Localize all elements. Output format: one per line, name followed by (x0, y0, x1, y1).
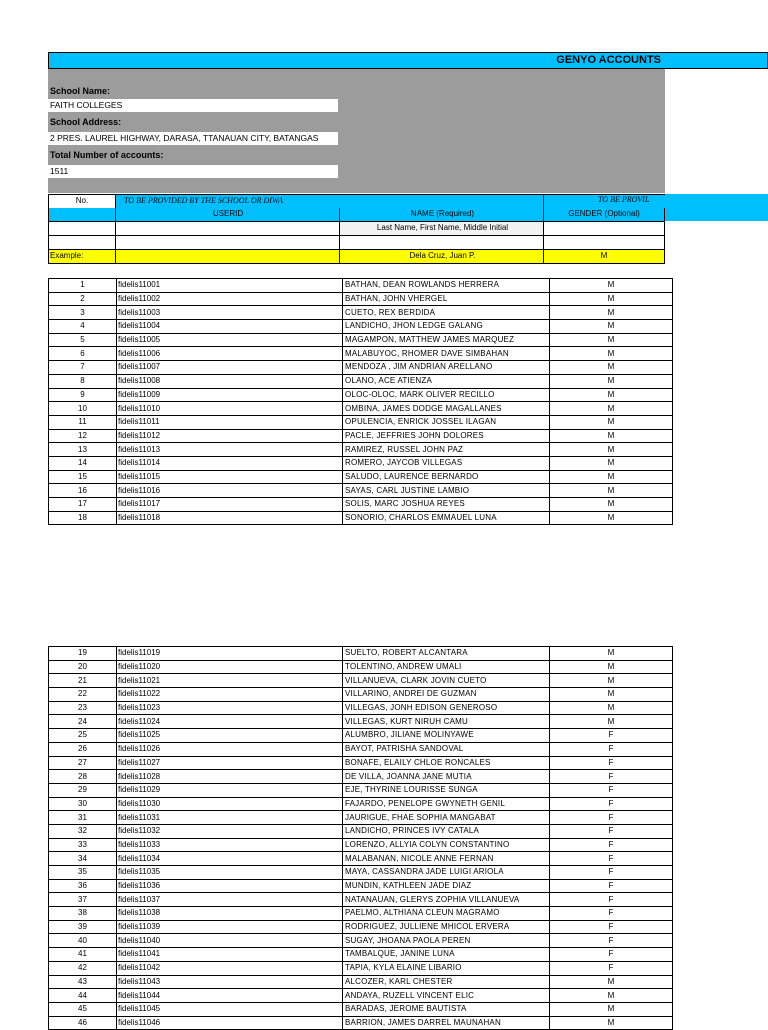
school-address-label: School Address: (50, 117, 122, 127)
row-number[interactable]: 38 (49, 907, 117, 921)
gender-cell[interactable]: M (550, 484, 673, 498)
gender-cell[interactable]: M (550, 1016, 673, 1030)
row-number[interactable]: 1 (49, 279, 117, 293)
row-number[interactable]: 7 (49, 361, 117, 375)
name-cell[interactable]: DE VILLA, JOANNA JANE MUTIA (343, 770, 550, 784)
userid-cell[interactable]: fidelis11028 (117, 770, 343, 784)
row-number[interactable]: 19 (49, 647, 117, 661)
name-cell[interactable]: MALABUYOC, RHOMER DAVE SIMBAHAN (343, 347, 550, 361)
row-number[interactable]: 25 (49, 729, 117, 743)
table-row (49, 429, 673, 443)
userid-cell[interactable]: fidelis11039 (117, 920, 343, 934)
row-number[interactable]: 16 (49, 484, 117, 498)
table-row (49, 484, 673, 498)
name-cell[interactable]: MAYA, CASSANDRA JADE LUIGI ARIOLA (343, 866, 550, 880)
gender-cell[interactable]: F (550, 948, 673, 962)
gender-cell[interactable]: F (550, 742, 673, 756)
gender-cell[interactable]: M (550, 279, 673, 293)
userid-cell[interactable]: fidelis11016 (117, 484, 343, 498)
school-name-value[interactable]: FAITH COLLEGES (48, 99, 338, 112)
table-row (49, 388, 673, 402)
name-cell[interactable]: BAYOT, PATRISHA SANDOVAL (343, 742, 550, 756)
row-number[interactable]: 11 (49, 415, 117, 429)
name-cell[interactable]: OMBINA, JAMES DODGE MAGALLANES (343, 402, 550, 416)
row-number[interactable]: 32 (49, 824, 117, 838)
table-row (49, 838, 673, 852)
table-row (49, 402, 673, 416)
name-cell[interactable]: TAPIA, KYLA ELAINE LIBARIO (343, 961, 550, 975)
name-cell[interactable]: MALABANAN, NICOLE ANNE FERNAN (343, 852, 550, 866)
gender-cell[interactable]: M (550, 511, 673, 525)
table-row (49, 1016, 673, 1030)
gender-cell[interactable]: F (550, 879, 673, 893)
gender-cell[interactable]: F (550, 783, 673, 797)
userid-cell[interactable]: fidelis11001 (117, 279, 343, 293)
name-cell[interactable]: VILLARINO, ANDREI DE GUZMAN (343, 688, 550, 702)
blank-cell (115, 236, 339, 249)
table-row (49, 306, 673, 320)
row-number[interactable]: 41 (49, 948, 117, 962)
userid-cell[interactable]: fidelis11008 (117, 374, 343, 388)
name-cell[interactable]: BATHAN, JOHN VHERGEL (343, 292, 550, 306)
table-row (49, 866, 673, 880)
example-gender: M (543, 250, 665, 263)
header-format-gender (543, 222, 665, 235)
header-format-userid (115, 222, 339, 235)
gender-cell[interactable]: M (550, 388, 673, 402)
gender-cell[interactable]: M (550, 647, 673, 661)
header-gender: GENDER (Optional) (543, 208, 665, 221)
blank-cell (48, 236, 115, 249)
userid-cell[interactable]: fidelis11014 (117, 456, 343, 470)
gender-cell[interactable]: M (550, 989, 673, 1003)
table-row (49, 879, 673, 893)
gender-cell[interactable]: F (550, 729, 673, 743)
table-row (49, 292, 673, 306)
userid-cell[interactable]: fidelis11023 (117, 701, 343, 715)
table-row (49, 742, 673, 756)
table-row (49, 443, 673, 457)
row-number[interactable]: 29 (49, 783, 117, 797)
userid-cell[interactable]: fidelis11002 (117, 292, 343, 306)
name-cell[interactable]: LORENZO, ALLYIA COLYN CONSTANTINO (343, 838, 550, 852)
name-cell[interactable]: PACLE, JEFFRIES JOHN DOLORES (343, 429, 550, 443)
gender-cell[interactable]: F (550, 811, 673, 825)
header-no-blank (48, 208, 115, 221)
gender-cell[interactable]: M (550, 975, 673, 989)
gender-cell[interactable]: F (550, 893, 673, 907)
name-cell[interactable]: BATHAN, DEAN ROWLANDS HERRERA (343, 279, 550, 293)
header-right-blue (665, 194, 768, 221)
name-cell[interactable]: ALCOZER, KARL CHESTER (343, 975, 550, 989)
name-cell[interactable]: ANDAYA, RUZELL VINCENT ELIC (343, 989, 550, 1003)
header-userid: USERID (115, 208, 339, 221)
row-number[interactable]: 15 (49, 470, 117, 484)
gender-cell[interactable]: M (550, 361, 673, 375)
header-row-columns (48, 208, 665, 222)
table-row (49, 374, 673, 388)
row-number[interactable]: 27 (49, 756, 117, 770)
userid-cell[interactable]: fidelis11032 (117, 824, 343, 838)
table-row (49, 347, 673, 361)
name-cell[interactable]: SAYAS, CARL JUSTINE LAMBIO (343, 484, 550, 498)
header-no: No. (48, 195, 115, 208)
userid-cell[interactable]: fidelis11007 (117, 361, 343, 375)
header-row-provided (48, 194, 665, 209)
table-row (49, 893, 673, 907)
table-row (49, 989, 673, 1003)
row-number[interactable]: 8 (49, 374, 117, 388)
row-number[interactable]: 39 (49, 920, 117, 934)
name-cell[interactable]: TAMBALQUE, JANINE LUNA (343, 948, 550, 962)
gender-cell[interactable]: M (550, 415, 673, 429)
school-address-value[interactable]: 2 PRES. LAUREL HIGHWAY, DARASA, TTANAUAN CITY, BATANGAS (48, 132, 338, 145)
userid-cell[interactable]: fidelis11033 (117, 838, 343, 852)
userid-cell[interactable]: fidelis11010 (117, 402, 343, 416)
gender-cell[interactable]: M (550, 320, 673, 334)
gender-cell[interactable]: F (550, 920, 673, 934)
name-cell[interactable]: JAURIGUE, FHAE SOPHIA MANGABAT (343, 811, 550, 825)
gender-cell[interactable]: M (550, 443, 673, 457)
row-number[interactable]: 5 (49, 333, 117, 347)
userid-cell[interactable]: fidelis11042 (117, 961, 343, 975)
gender-cell[interactable]: M (550, 688, 673, 702)
userid-cell[interactable]: fidelis11011 (117, 415, 343, 429)
table-row (49, 647, 673, 661)
userid-cell[interactable]: fidelis11031 (117, 811, 343, 825)
userid-cell[interactable]: fidelis11004 (117, 320, 343, 334)
gender-cell[interactable]: M (550, 402, 673, 416)
table-row (49, 511, 673, 525)
userid-cell[interactable]: fidelis11045 (117, 1002, 343, 1016)
name-cell[interactable]: VILLEGAS, JONH EDISON GENEROSO (343, 701, 550, 715)
blank-row (48, 236, 665, 250)
accounts-table-2 (48, 646, 673, 1030)
row-number[interactable]: 2 (49, 292, 117, 306)
name-cell[interactable]: CUETO, REX BERDIDA (343, 306, 550, 320)
table-row (49, 333, 673, 347)
row-number[interactable]: 9 (49, 388, 117, 402)
row-number[interactable]: 30 (49, 797, 117, 811)
name-cell[interactable]: RODRIGUEZ, JULLIENE MHICOL ERVERA (343, 920, 550, 934)
gender-cell[interactable]: F (550, 770, 673, 784)
gender-cell[interactable]: M (550, 498, 673, 512)
name-cell[interactable]: OLOC-OLOC, MARK OLIVER RECILLO (343, 388, 550, 402)
gender-cell[interactable]: M (550, 347, 673, 361)
table-row (49, 498, 673, 512)
name-cell[interactable]: VILLEGAS, KURT NIRUH CAMU (343, 715, 550, 729)
total-accounts-label: Total Number of accounts: (50, 150, 164, 160)
table-row (49, 797, 673, 811)
userid-cell[interactable]: fidelis11003 (117, 306, 343, 320)
gender-cell[interactable]: M (550, 429, 673, 443)
name-cell[interactable]: BARADAS, JEROME BAUTISTA (343, 1002, 550, 1016)
userid-cell[interactable]: fidelis11034 (117, 852, 343, 866)
userid-cell[interactable]: fidelis11021 (117, 674, 343, 688)
table-row (49, 770, 673, 784)
header-provided-school: TO BE PROVIDED BY THE SCHOOL OR DIWA (115, 195, 543, 208)
row-number[interactable]: 33 (49, 838, 117, 852)
gender-cell[interactable]: M (550, 701, 673, 715)
userid-cell[interactable]: fidelis11005 (117, 333, 343, 347)
name-cell[interactable]: SOLIS, MARC JOSHUA REYES (343, 498, 550, 512)
total-accounts-value[interactable]: 1511 (48, 165, 338, 178)
row-number[interactable]: 4 (49, 320, 117, 334)
school-name-label: School Name: (50, 86, 111, 96)
gender-cell[interactable]: M (550, 306, 673, 320)
row-number[interactable]: 44 (49, 989, 117, 1003)
userid-cell[interactable]: fidelis11036 (117, 879, 343, 893)
gender-cell[interactable]: M (550, 674, 673, 688)
name-cell[interactable]: ALUMBRO, JILIANE MOLINYAWE (343, 729, 550, 743)
table-row (49, 783, 673, 797)
gender-cell[interactable]: M (550, 715, 673, 729)
row-number[interactable]: 23 (49, 701, 117, 715)
gender-cell[interactable]: M (550, 374, 673, 388)
userid-cell[interactable]: fidelis11041 (117, 948, 343, 962)
table-row (49, 824, 673, 838)
row-number[interactable]: 40 (49, 934, 117, 948)
gender-cell[interactable]: F (550, 934, 673, 948)
row-number[interactable]: 20 (49, 660, 117, 674)
header-name-format: Last Name, First Name, Middle Initial (339, 222, 543, 235)
row-number[interactable]: 21 (49, 674, 117, 688)
example-name: Dela Cruz, Juan P. (339, 250, 543, 263)
userid-cell[interactable]: fidelis11020 (117, 660, 343, 674)
row-number[interactable]: 36 (49, 879, 117, 893)
userid-cell[interactable]: fidelis11024 (117, 715, 343, 729)
table-row (49, 934, 673, 948)
accounts-table-1 (48, 278, 673, 525)
userid-cell[interactable]: fidelis11017 (117, 498, 343, 512)
gender-cell[interactable]: M (550, 333, 673, 347)
blank-cell (543, 236, 665, 249)
name-cell[interactable]: ROMERO, JAYCOB VILLEGAS (343, 456, 550, 470)
table-row (49, 279, 673, 293)
row-number[interactable]: 42 (49, 961, 117, 975)
userid-cell[interactable]: fidelis11030 (117, 797, 343, 811)
row-number[interactable]: 13 (49, 443, 117, 457)
userid-cell[interactable]: fidelis11040 (117, 934, 343, 948)
userid-cell[interactable]: fidelis11043 (117, 975, 343, 989)
userid-cell[interactable]: fidelis11022 (117, 688, 343, 702)
row-number[interactable]: 46 (49, 1016, 117, 1030)
gender-cell[interactable]: M (550, 456, 673, 470)
table-row (49, 729, 673, 743)
row-number[interactable]: 10 (49, 402, 117, 416)
name-cell[interactable]: VILLANUEVA, CLARK JOVIN CUETO (343, 674, 550, 688)
table-row (49, 1002, 673, 1016)
gender-cell[interactable]: F (550, 756, 673, 770)
header-row-format (48, 222, 665, 236)
table-row (49, 811, 673, 825)
name-cell[interactable]: BARRION, JAMES DARREL MAUNAHAN (343, 1016, 550, 1030)
table-row (49, 456, 673, 470)
userid-cell[interactable]: fidelis11015 (117, 470, 343, 484)
row-number[interactable]: 18 (49, 511, 117, 525)
table-row (49, 320, 673, 334)
row-number[interactable]: 26 (49, 742, 117, 756)
row-number[interactable]: 37 (49, 893, 117, 907)
example-label: Example: (48, 250, 115, 263)
row-number[interactable]: 35 (49, 866, 117, 880)
row-number[interactable]: 12 (49, 429, 117, 443)
userid-cell[interactable]: fidelis11044 (117, 989, 343, 1003)
name-cell[interactable]: BONAFE, ELAILY CHLOE RONCALES (343, 756, 550, 770)
name-cell[interactable]: SUGAY, JHOANA PAOLA PEREN (343, 934, 550, 948)
userid-cell[interactable]: fidelis11026 (117, 742, 343, 756)
gender-cell[interactable]: F (550, 797, 673, 811)
gender-cell[interactable]: F (550, 852, 673, 866)
name-cell[interactable]: PAELMO, ALTHIANA CLEUN MAGRAMO (343, 907, 550, 921)
table-row (49, 688, 673, 702)
row-number[interactable]: 3 (49, 306, 117, 320)
example-row (48, 250, 665, 264)
userid-cell[interactable]: fidelis11012 (117, 429, 343, 443)
row-number[interactable]: 14 (49, 456, 117, 470)
table-row (49, 852, 673, 866)
name-cell[interactable]: MENDOZA , JIM ANDRIAN ARELLANO (343, 361, 550, 375)
name-cell[interactable]: SONORIO, CHARLOS EMMAUEL LUNA (343, 511, 550, 525)
table-row (49, 948, 673, 962)
table-row (49, 470, 673, 484)
name-cell[interactable]: EJE, THYRINE LOURISSE SUNGA (343, 783, 550, 797)
name-cell[interactable]: MUNDIN, KATHLEEN JADE DIAZ (343, 879, 550, 893)
name-cell[interactable]: RAMIREZ, RUSSEL JOHN PAZ (343, 443, 550, 457)
name-cell[interactable]: SALUDO, LAURENCE BERNARDO (343, 470, 550, 484)
header-format-no (48, 222, 115, 235)
userid-cell[interactable]: fidelis11027 (117, 756, 343, 770)
table-row (49, 756, 673, 770)
userid-cell[interactable]: fidelis11038 (117, 907, 343, 921)
blank-cell (339, 236, 543, 249)
table-row (49, 961, 673, 975)
row-number[interactable]: 6 (49, 347, 117, 361)
example-userid (115, 250, 339, 263)
userid-cell[interactable]: fidelis11035 (117, 866, 343, 880)
name-cell[interactable]: LANDICHO, PRINCES IVY CATALA (343, 824, 550, 838)
userid-cell[interactable]: fidelis11018 (117, 511, 343, 525)
header-provided-right: TO BE PROVIL (598, 195, 650, 204)
name-cell[interactable]: SUELTO, ROBERT ALCANTARA (343, 647, 550, 661)
row-number[interactable]: 43 (49, 975, 117, 989)
gender-cell[interactable]: M (550, 660, 673, 674)
userid-cell[interactable]: fidelis11006 (117, 347, 343, 361)
table-row (49, 660, 673, 674)
gender-cell[interactable]: F (550, 838, 673, 852)
row-number[interactable]: 22 (49, 688, 117, 702)
gender-cell[interactable]: M (550, 470, 673, 484)
row-number[interactable]: 31 (49, 811, 117, 825)
table-row (49, 975, 673, 989)
gender-cell[interactable]: F (550, 961, 673, 975)
row-number[interactable]: 17 (49, 498, 117, 512)
userid-cell[interactable]: fidelis11025 (117, 729, 343, 743)
name-cell[interactable]: OLANO, ACE ATIENZA (343, 374, 550, 388)
name-cell[interactable]: FAJARDO, PENELOPE GWYNETH GENIL (343, 797, 550, 811)
name-cell[interactable]: LANDICHO, JHON LEDGE GALANG (343, 320, 550, 334)
gender-cell[interactable]: F (550, 907, 673, 921)
name-cell[interactable]: TOLENTINO, ANDREW UMALI (343, 660, 550, 674)
gender-cell[interactable]: M (550, 292, 673, 306)
row-number[interactable]: 28 (49, 770, 117, 784)
header-name: NAME (Required) (339, 208, 543, 221)
row-number[interactable]: 24 (49, 715, 117, 729)
gender-cell[interactable]: F (550, 866, 673, 880)
sheet-title: GENYO ACCOUNTS (556, 54, 661, 66)
userid-cell[interactable]: fidelis11046 (117, 1016, 343, 1030)
userid-cell[interactable]: fidelis11029 (117, 783, 343, 797)
row-number[interactable]: 34 (49, 852, 117, 866)
userid-cell[interactable]: fidelis11037 (117, 893, 343, 907)
userid-cell[interactable]: fidelis11009 (117, 388, 343, 402)
name-cell[interactable]: OPULENCIA, ENRICK JOSSEL ILAGAN (343, 415, 550, 429)
row-number[interactable]: 45 (49, 1002, 117, 1016)
name-cell[interactable]: MAGAMPON, MATTHEW JAMES MARQUEZ (343, 333, 550, 347)
table-row (49, 715, 673, 729)
table-row (49, 701, 673, 715)
userid-cell[interactable]: fidelis11013 (117, 443, 343, 457)
gender-cell[interactable]: M (550, 1002, 673, 1016)
table-row (49, 920, 673, 934)
name-cell[interactable]: NATANAUAN, GLERYS ZOPHIA VILLANUEVA (343, 893, 550, 907)
table-row (49, 415, 673, 429)
table-row (49, 674, 673, 688)
table-row (49, 361, 673, 375)
gender-cell[interactable]: F (550, 824, 673, 838)
table-row (49, 907, 673, 921)
userid-cell[interactable]: fidelis11019 (117, 647, 343, 661)
